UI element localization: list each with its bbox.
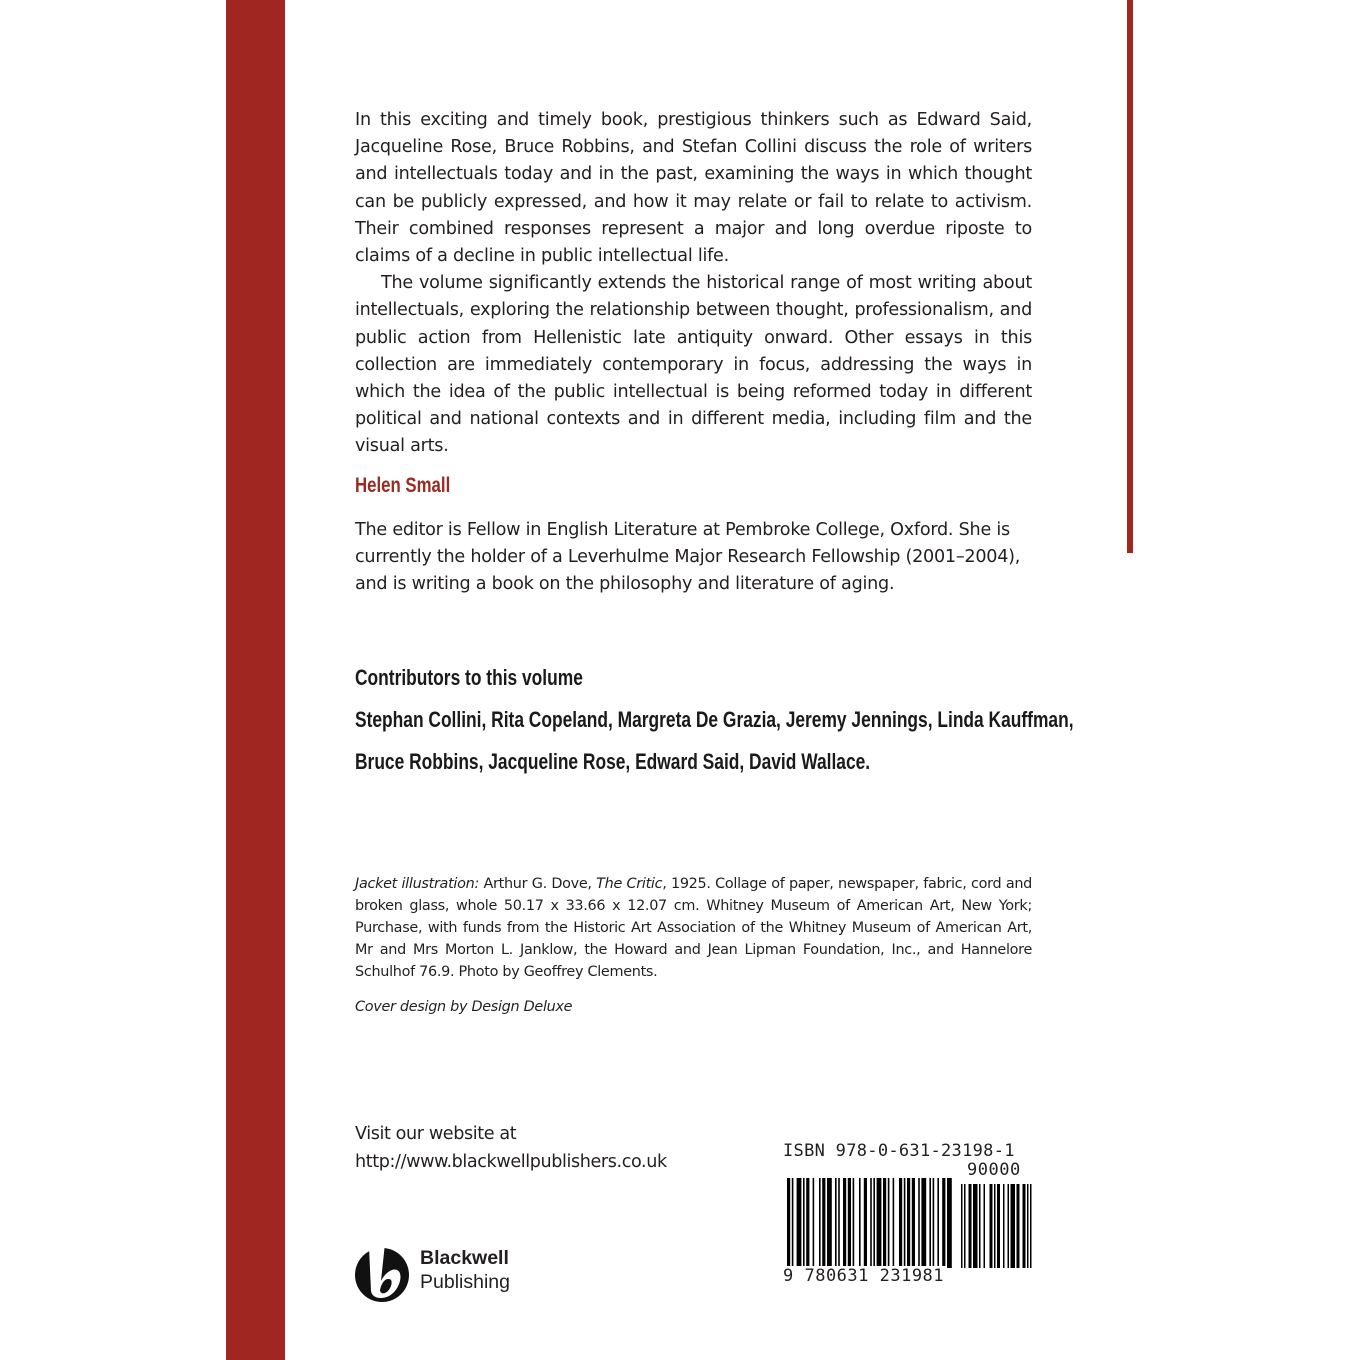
barcode-bar	[787, 1178, 790, 1268]
addon-bar	[964, 1184, 966, 1268]
barcode-bar	[806, 1178, 809, 1268]
blurb-paragraph-2: The volume significantly extends the historical range of most writing about intellectuals, exploring the relationship between thought, professionalism, and public action from Hellenistic late antiquity onward. Other essays in this collection are immediately contemporary in focus, addressing the ways in which the idea of the public intellectual is being reformed today in different political and national contexts and in different media, including film and the visual arts.	[355, 273, 1032, 457]
addon-bar	[1011, 1184, 1016, 1268]
barcode-bar	[848, 1178, 851, 1268]
barcode-bar	[933, 1178, 935, 1268]
barcode-bar	[921, 1178, 926, 1268]
barcode-bar	[888, 1178, 890, 1268]
cover-design-credit: Cover design by Design Deluxe	[355, 999, 573, 1015]
website-url[interactable]: http://www.blackwellpublishers.co.uk	[355, 1152, 667, 1172]
barcode-bar	[813, 1178, 815, 1268]
barcode-bar	[843, 1178, 846, 1268]
barcode-bar	[873, 1178, 875, 1268]
addon-bar	[1008, 1184, 1010, 1268]
addon-bar	[990, 1184, 993, 1268]
blurb-paragraph-1: In this exciting and timely book, prestigious thinkers such as Edward Said, Jacqueline Rose, Bruce Robbins, and Stefan Collini discuss the role of writers and intellectuals today and in the past, examining the ways in which thought can be publicly expressed, and how it may relate or fail to relate to activism. Their combined responses represent a major and long overdue riposte to claims of a decline in public intellectual life.	[355, 110, 1032, 267]
jacket-label: Jacket illustration:	[355, 876, 479, 892]
barcode-bar	[819, 1178, 821, 1268]
contributors-list-line-1: Stephan Collini, Rita Copeland, Margreta De Grazia, Jeremy Jennings, Linda Kauffman,	[355, 707, 1074, 732]
publisher-name-line-2: Publishing	[420, 1271, 510, 1293]
isbn-barcode	[783, 1141, 1043, 1291]
blackwell-publishing-logo	[354, 1243, 534, 1303]
barcode-bar	[870, 1178, 872, 1268]
addon-bar	[969, 1184, 972, 1268]
barcode-bar	[937, 1178, 939, 1268]
barcode-bar	[877, 1178, 882, 1268]
editor-name: Helen Small	[355, 474, 451, 497]
addon-bar	[984, 1184, 986, 1268]
barcode-bar	[942, 1178, 945, 1268]
addon-bar	[1017, 1184, 1020, 1268]
barcode-bar	[797, 1178, 802, 1268]
addon-bar	[1003, 1184, 1005, 1268]
publisher-name-line-1: Blackwell	[420, 1247, 509, 1269]
website-block	[355, 1120, 667, 1176]
barcode-bar	[893, 1178, 895, 1268]
addon-bar	[1023, 1184, 1026, 1268]
website-intro: Visit our website at	[355, 1124, 517, 1144]
barcode-bar	[859, 1178, 861, 1268]
barcode-bar	[822, 1178, 825, 1268]
addon-bar	[979, 1184, 981, 1268]
barcode-bar	[792, 1178, 794, 1268]
barcode-bar	[803, 1178, 805, 1268]
blackwell-b-icon	[354, 1243, 414, 1303]
blurb	[355, 107, 1032, 461]
isbn-number: ISBN 978-0-631-23198-1	[783, 1141, 1015, 1161]
barcode-bar	[947, 1178, 952, 1268]
addon-bar	[973, 1184, 978, 1268]
barcode-bar	[912, 1178, 915, 1268]
price-addon-code: 90000	[967, 1160, 1021, 1180]
artist-name: Arthur G. Dove,	[479, 876, 597, 892]
jacket-illustration-credit	[355, 873, 1032, 983]
spine-red-stripe	[226, 0, 285, 1360]
barcode-bar	[864, 1178, 867, 1268]
contributors-heading: Contributors to this volume	[355, 665, 583, 690]
contributors-list-line-2: Bruce Robbins, Jacqueline Rose, Edward Said, David Wallace.	[355, 749, 871, 774]
barcode-bar	[835, 1178, 837, 1268]
barcode-bar	[838, 1178, 840, 1268]
artwork-title: The Critic	[596, 876, 663, 892]
edge-red-stripe	[1127, 0, 1133, 553]
publisher-name	[420, 1246, 510, 1294]
addon-bar	[961, 1184, 963, 1268]
ean-digits: 9 780631 231981	[783, 1266, 945, 1286]
artwork-details: , 1925. Collage of paper, newspaper, fabric, cord and broken glass, whole 50.17 x 33.66 x 12.07 cm. Whitney Museum of American Art, New York; Purchase, with funds from the Historic Art Association of the Whitney Museum of American Art, Mr and Mrs Morton L. Janklow, the Howard and Jean Lipman Foundation, Inc., and Hannelore Schulhof 76.9. Photo by Geoffrey Clements.	[355, 876, 1032, 980]
barcode-bar	[904, 1178, 906, 1268]
barcode-bar	[883, 1178, 886, 1268]
addon-bar	[997, 1184, 1000, 1268]
addon-bar	[994, 1184, 996, 1268]
barcode-bar	[929, 1178, 931, 1268]
addon-bar	[1030, 1184, 1032, 1268]
editor-bio: The editor is Fellow in English Literature at Pembroke College, Oxford. She is currently the holder of a Leverhulme Major Research Fellowship (2001–2004), and is writing a book on the philosophy and literature of aging.	[355, 520, 1021, 595]
addon-bar	[1027, 1184, 1029, 1268]
barcode-bar	[827, 1178, 832, 1268]
barcode-bar	[918, 1178, 920, 1268]
barcode-bar	[907, 1178, 910, 1268]
barcode-bar	[899, 1178, 902, 1268]
barcode-bar	[853, 1178, 855, 1268]
